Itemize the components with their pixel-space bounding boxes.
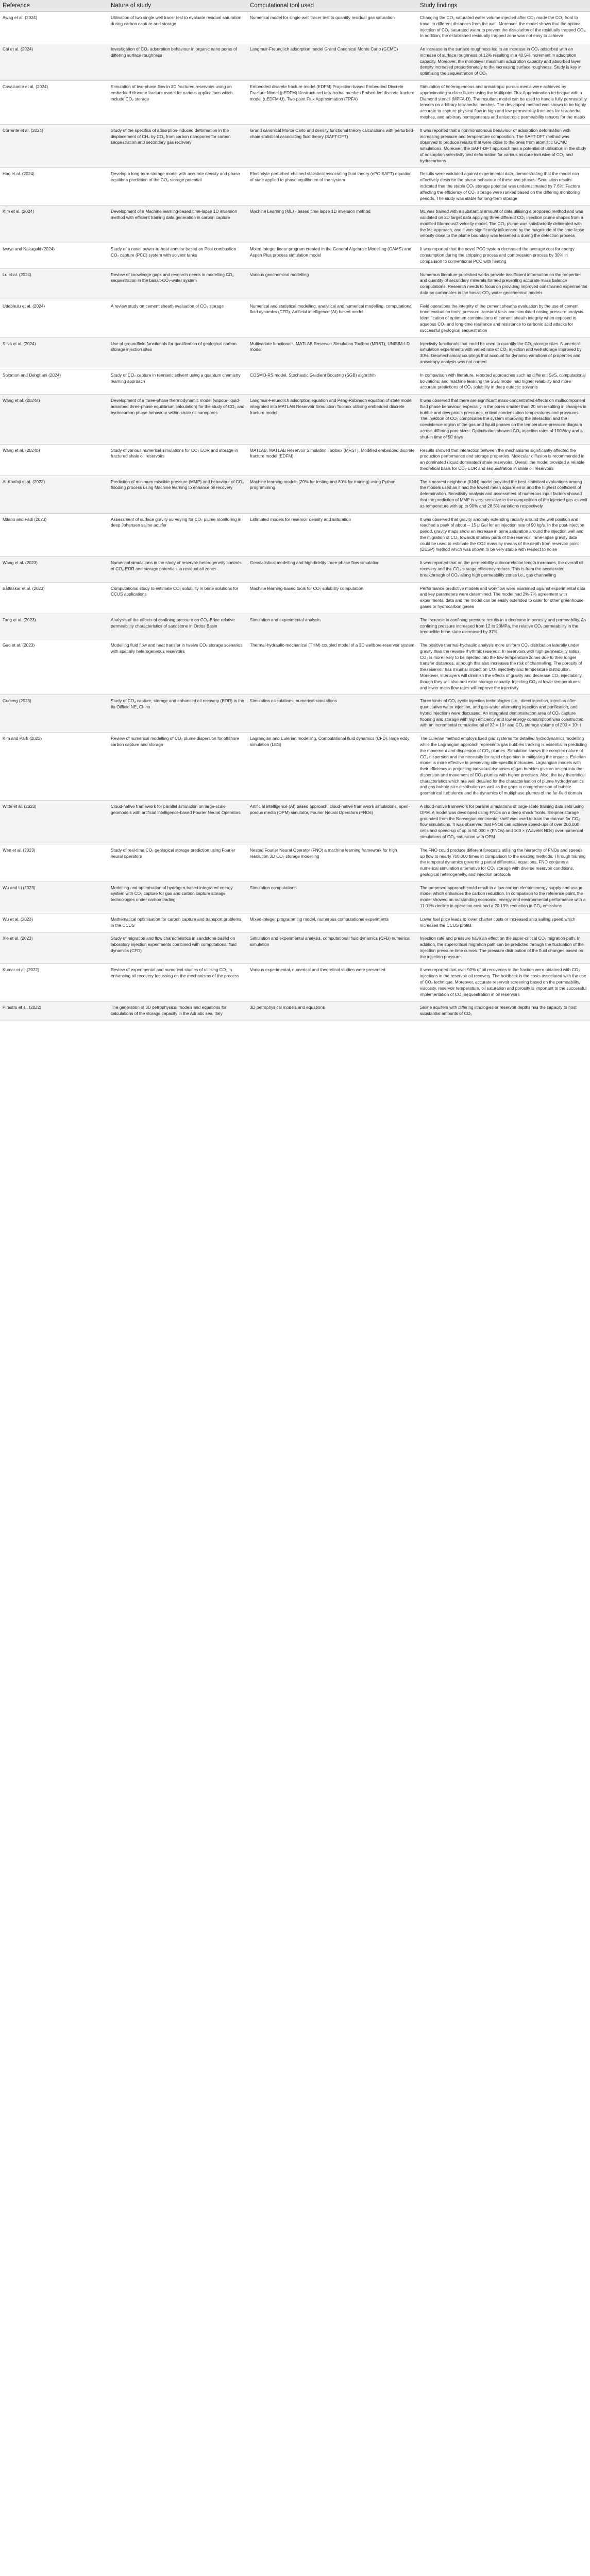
tool-cell: Langmuir-Freundlich adsorption model Grand Canonical Monte Carlo (GCMC) bbox=[247, 43, 417, 81]
table-row bbox=[0, 337, 590, 369]
reference-cell: Wu and Li (2023) bbox=[0, 882, 108, 913]
nature-cell: Modelling and optimisation of hydrogen-based integrated energy system with CO₂ capture for gas and carbon capture storage technologies under carbon trading bbox=[108, 882, 247, 913]
findings-cell: It was observed that gravity anomaly extending radially around the well position and reached a peak of about -- 15 μ Gal for an injection rate of 90 kg/s. In the post-injection period, gravity maps show an increase in brine saturation around the injection well and the migration of CO₂ towards shallow parts of the reservoir. Time-lapse gravity data could be used to estimate the CO2 mass by means of the depth from reservoir point (DESP) method which was shown to be very stable with respect to noise bbox=[417, 513, 590, 557]
column-header-tool: Computational tool used bbox=[247, 0, 417, 12]
nature-cell: Review of experimental and numerical studies of utilising CO₂ in enhancing oil recovery focussing on the mechanisms of the process bbox=[108, 964, 247, 1002]
table-row bbox=[0, 1002, 590, 1021]
literature-review-table bbox=[0, 0, 590, 1021]
tool-cell: Various geochemical modelling bbox=[247, 268, 417, 300]
table-row bbox=[0, 444, 590, 476]
findings-cell: It was observed that there are significant mass-concentrated effects on multicomponent fluid phase behaviour, especially in the pores smaller than 20 nm resulting in changes in bubble and dew points pressures, critical condensation temperatures and pressures. The injection of CO₂ complicates the system improving the interaction and the coexistence region of the gas and liquid phases on the temperature-pressure diagram across differing pore sizes. Optimisation showed CO₂ injection rates of 100t/day and a shut-in time of 50 days bbox=[417, 395, 590, 444]
table-row bbox=[0, 614, 590, 639]
nature-cell: Prediction of minimum miscible pressure (MMP) and behaviour of CO₂ flooding process using Machine learning to enhance oil recovery bbox=[108, 476, 247, 513]
nature-cell: A review study on cement sheath evaluation of CO₂ storage bbox=[108, 300, 247, 337]
table-row bbox=[0, 913, 590, 933]
findings-cell: ML was trained with a substantial amount of data utilising a proposed method and was validated on 2D target data applying three different CO₂ injection plume shapes from a modified Marmousi2 velocity model. The CO₂ plume was satisfactorily delineated with the ML approach, and it was significantly influenced by the magnitude of the time-lapse velocity close to the plume boundary was lessened a during the detection process bbox=[417, 206, 590, 243]
findings-cell: The FNO could produce different forecasts utilising the hierarchy of FNOs and speeds up flow to nearly 700,000 times in comparison to the existing methods. Through training the temporal dynamics governing partial differential equations, FNO conjures a numerical simulation alternative for CO₂ storage with diverse reservoir conditions, geological heterogeneity, and injection protocols bbox=[417, 844, 590, 882]
table-row bbox=[0, 513, 590, 557]
findings-cell: Three kinds of CO₂ cyclic injection technologies (i.e., direct injection, injection after quantitative water injection, and gas-water alternating injection and purification, and hybrid injection) were discussed. An integrated demonstration area of CO₂ capture flooding and storage with high efficiency and low energy consumption was constructed with an incremental cumulative oil of 32 × 10⁴ and CO₂ storage volume of 200 × 10⁴ t bbox=[417, 695, 590, 733]
reference-cell: Wang et al. (2024b) bbox=[0, 444, 108, 476]
table-row bbox=[0, 243, 590, 268]
findings-cell: The Eulerian method employs fixed grid systems for detailed hydrodynamics modelling while the Lagrangian approach represents gas bubbles tracking is essential in predicting the movement and dispersion of CO₂ plumes. Simulation shows the complex nature of CO₂ dispersion and the necessity for rapid dispersion in mitigating the impacts. Eulerian model is more effective in preserving site-specific intricacies. Lagrangian models with their efficiency in projecting individual dynamics of gas bubbles give an insight into the dispersion and movement of CO₂ plumes with higher precision. Also, the key theoretical characteristics which are well detailed for the characterisation of plume hydrodynamics and gas bubble size distribution as well as the gaps in comprehension of bubble geometrical turbulence and the dynamics of multiphase plumes of the far-field domain bbox=[417, 733, 590, 801]
tool-cell: Machine Learning (ML) - based time lapse 1D inversion method bbox=[247, 206, 417, 243]
table-row bbox=[0, 43, 590, 81]
tool-cell: Lagrangian and Eulerian modelling, Computational fluid dynamics (CFD), large eddy simulation (LES) bbox=[247, 733, 417, 801]
findings-cell: Field operations the integrity of the cement sheaths evaluation by the use of cement bond evaluation tools, pressure transient tests and simulated casing pressure analysis. Identification of optimum combinations of cement sheath integrity when exposed to aqueous CO₂ and long-time resilience and resistance to carbonic acid attacks for successful geological sequestration bbox=[417, 300, 590, 337]
nature-cell: Assessment of surface gravity surveying for CO₂ plume monitoring in deep Johansen saline aquifer bbox=[108, 513, 247, 557]
nature-cell: Study of CO₂ capture, storage and enhanced oil recovery (EOR) in the Ilu Oilfield NE, China bbox=[108, 695, 247, 733]
table-row bbox=[0, 582, 590, 614]
tool-cell: Nested Fourier Neural Operator (FNO) a machine learning framework for high resolution 3D CO₂ storage modelling bbox=[247, 844, 417, 882]
findings-cell: Results showed that interaction between the mechanisms significantly affected the production performance and storage properties. Molecular diffusion is recommended in an dominated (liquid dominated) shale reservoirs. Overall the model provided a reliable theoretical basis for CO₂-EOR and sequestration in shale oil reservoirs bbox=[417, 444, 590, 476]
table-header bbox=[0, 0, 590, 12]
table-row bbox=[0, 369, 590, 394]
reference-cell: Cavalcante et al. (2024) bbox=[0, 81, 108, 125]
table-row bbox=[0, 844, 590, 882]
table-row bbox=[0, 801, 590, 844]
nature-cell: Study of various numerical simulations for CO₂ EOR and storage in fractured shale oil reservoirs bbox=[108, 444, 247, 476]
reference-cell: Battaskar et al. (2023) bbox=[0, 582, 108, 614]
reference-cell: Silva et al. (2024) bbox=[0, 337, 108, 369]
tool-cell: Simulation computations bbox=[247, 882, 417, 913]
findings-cell: The positive thermal-hydraulic analysis more uniform CO₂ distribution laterally under gravity than the reverse rhythmic reservoir. In reservoirs with high permeability ratios, CO₂ is more likely to be injected into the low-temperature zones due to their longer transfer distances, although this also increases the risk of channelling. The porosity of the reservoir has minimal impact on CO₂ injectivity and temperature distribution. Moreover, interlayers will diminish the effects of gravity and decrease CO₂ injectability, though they will also add extra storage capacity. Injecting CO₂ at lower temperatures and lower mass flow rates will improve the injectivity bbox=[417, 639, 590, 695]
findings-cell: In comparison with literature, reported approaches such as different SvS, computational solvations, and machine learning the SGB model had higher reliability and more accurate predictions of CO₂ solubility in deep eutectic solvents bbox=[417, 369, 590, 394]
table-row bbox=[0, 81, 590, 125]
findings-cell: Saline aquifers with differing lithologies or reservoir depths has the capacity to host substantial amounts of CO₂ bbox=[417, 1002, 590, 1021]
tool-cell: Numerical and statistical modelling, analytical and numerical modelling, computational fluid dynamics (CFD), Artificial intelligence (AI) based model bbox=[247, 300, 417, 337]
tool-cell: Numerical model for single-well tracer test to quantify residual gas saturation bbox=[247, 12, 417, 43]
tool-cell: Simulation and experimental analysis bbox=[247, 614, 417, 639]
nature-cell: Mathematical optimisation for carbon capture and transport problems in the CCUS bbox=[108, 913, 247, 933]
findings-cell: It was reported that the novel PCC system decreased the average cost for energy consumption during the stripping process and compression process by 30% in comparison to conventional PCC with heating bbox=[417, 243, 590, 268]
findings-cell: Injectivity functionals that could be used to quantify the CO₂ storage sites. Numerical simulation experiments with varied rate of CO₂ injection and well storage improved by 30%. Geomechanical couplings that account for dynamic variations of properties and anisotropy analysis was not carried bbox=[417, 337, 590, 369]
table-row bbox=[0, 206, 590, 243]
table-row bbox=[0, 268, 590, 300]
nature-cell: Computational study to estimate CO₂ solubility in brine solutions for CCUS applications bbox=[108, 582, 247, 614]
column-header-reference: Reference bbox=[0, 0, 108, 12]
reference-cell: Kumar et al. (2022) bbox=[0, 964, 108, 1002]
findings-cell: It was reported that an the permeability autocorrelation length increases, the overall oil recovery and the CO₂ storage efficiency reduce. This is from the accelerated breakthrough of CO₂ along high permeability zones i.e., gas channelling bbox=[417, 557, 590, 582]
reference-cell: Gudeng (2023) bbox=[0, 695, 108, 733]
table-row bbox=[0, 124, 590, 168]
tool-cell: Mixed-integer programming model, numerous computational experiments bbox=[247, 913, 417, 933]
reference-cell: Solomon and Dehghani (2024) bbox=[0, 369, 108, 394]
table-row bbox=[0, 733, 590, 801]
reference-cell: Witte et al. (2023) bbox=[0, 801, 108, 844]
tool-cell: 3D petrophysical models and equations bbox=[247, 1002, 417, 1021]
reference-cell: Corrente et al. (2024) bbox=[0, 124, 108, 168]
table-row bbox=[0, 639, 590, 695]
tool-cell: Estimated models for reservoir density and saturation bbox=[247, 513, 417, 557]
reference-cell: Al-Khafaji et al. (2023) bbox=[0, 476, 108, 513]
reference-cell: Awag et al. (2024) bbox=[0, 12, 108, 43]
nature-cell: Review of numerical modelling of CO₂ plume dispersion for offshore carbon capture and storage bbox=[108, 733, 247, 801]
nature-cell: Utilisation of two single well tracer test to evaluate residual saturation during carbon capture and storage bbox=[108, 12, 247, 43]
tool-cell: Simulation calculations, numerical simulations bbox=[247, 695, 417, 733]
nature-cell: Study of the specifics of adsorption-induced deformation in the displacement of CH₄ by CO₂ from carbon nanopores for carbon sequestration and secondary gas recovery bbox=[108, 124, 247, 168]
tool-cell: Machine learning models (20% for testing and 80% for training) using Python programming bbox=[247, 476, 417, 513]
tool-cell: Mixed-integer linear program created in the General Algebraic Modelling (GAMS) and Aspen Plus process simulation model bbox=[247, 243, 417, 268]
reference-cell: Wen et al. (2023) bbox=[0, 844, 108, 882]
reference-cell: Hao et al. (2024) bbox=[0, 168, 108, 206]
nature-cell: The generation of 3D petrophysical models and equations for calculations of the storage capacity in the Adriatic sea, Italy bbox=[108, 1002, 247, 1021]
reference-cell: Lu et al. (2024) bbox=[0, 268, 108, 300]
nature-cell: Cloud-native framework for parallel simulation on large-scale geomodels with artificial intelligence-based Fourier Neural Operators bbox=[108, 801, 247, 844]
findings-cell: The increase in confining pressure results in a decrease in porosity and permeability. As confining pressure increased from 12 to 20MPa, the relative CO₂ permeability in the irreducible brine state decreased by 37% bbox=[417, 614, 590, 639]
table-row bbox=[0, 882, 590, 913]
table-row bbox=[0, 557, 590, 582]
tool-cell: Artificial intelligence (AI) based approach, cloud-native framework simulations, open-porous media (OPM) simulator, Fourier Neural Operators (FNOs) bbox=[247, 801, 417, 844]
findings-cell: Injection rate and pressure have an effect on the super-critical CO₂ migration path. In addition, the supercritical migration path can be predicted through the fluctuation of the injection pressure-time curves. The pressure distribution of the fluid changes based on the injection pressure bbox=[417, 933, 590, 964]
table-row bbox=[0, 168, 590, 206]
tool-cell: Geostatistical modelling and high-fidelity three-phase flow simulation bbox=[247, 557, 417, 582]
findings-cell: Simulation of heterogeneous and anisotropic porous media were achieved by approximating surface fluxes using the Multipoint Flux Approximation technique with a Diamond stencil (MPFA-D). The resultant model can be used to handle fully permeability tensors on arbitrary tetrahedral meshes. The developed method was shown to be highly accurate to capture physical flow in high and low permeability fractures for tetrahedral meshes, and arbitrary homogeneous and anisotropic permeability tensors for the matrix bbox=[417, 81, 590, 125]
nature-cell: Simulation of two-phase flow in 3D fractured reservoirs using an embedded discrete fracture model for various applications which include CO₂ storage bbox=[108, 81, 247, 125]
reference-cell: Wu et al. (2023) bbox=[0, 913, 108, 933]
header-row bbox=[0, 0, 590, 12]
tool-cell: Machine learning-based tools for CO₂ solubility computation bbox=[247, 582, 417, 614]
table-body bbox=[0, 12, 590, 1021]
findings-cell: Numerous literature published works provide insufficient information on the properties and quantity of secondary minerals formed preventing accurate mass balance computations. Research needs to focus on providing improved constrained experimental data on carbonates in the basalt-CO₂-water geochemical models bbox=[417, 268, 590, 300]
findings-cell: An increase in the surface roughness led to an increase in CO₂ adsorbed with an increase of surface roughness of 12% resulting in a 40.5% increment in adsorption capacity. Moreover, the monolayer maximum adsorption capacity and absorbed layer density increased proportionately to the increasing surface roughness. Study is key in optimising the sequestration of CO₂ bbox=[417, 43, 590, 81]
table-row bbox=[0, 395, 590, 444]
nature-cell: Numerical simulations in the study of reservoir heterogeneity controls of CO₂-EOR and storage potentials in residual oil zones bbox=[108, 557, 247, 582]
table-row bbox=[0, 695, 590, 733]
reference-cell: Milano and Fadi (2023) bbox=[0, 513, 108, 557]
tool-cell: MATLAB, MATLAB Reservoir Simulation Toolbox (MRST), Modified embedded discrete fracture model (EDFM) bbox=[247, 444, 417, 476]
findings-cell: Lower fuel price leads to lower charter costs or increased ship sailing speed which increases the CCUS profits bbox=[417, 913, 590, 933]
tool-cell: Embedded discrete fracture model (EDFM) Projection-based Embedded Discrete Fracture Model (pEDFM) Unstructured tetrahedral meshes Embedded discrete fracture model (uEDFM-U), Two-point Flux Approximation (TPFA) bbox=[247, 81, 417, 125]
reference-cell: Wang et al. (2024a) bbox=[0, 395, 108, 444]
tool-cell: Simulation and experimental analysis, computational fluid dynamics (CFD) numerical simulation bbox=[247, 933, 417, 964]
reference-cell: Gao et al. (2023) bbox=[0, 639, 108, 695]
findings-cell: Results were validated against experimental data, demonstrating that the model can effectively describe the phase behaviour of these two phases. Simulation results indicated that the stable CO₂ storage potential was underestimated by 7.6%. Factors affecting the efficiency of CO₂ storage were ranked based on the differing monitoring periods. The study was stable for long-term storage bbox=[417, 168, 590, 206]
nature-cell: Analysis of the effects of confining pressure on CO₂-Brine relative permeability characteristics of sandstone in Ordos Basin bbox=[108, 614, 247, 639]
findings-cell: The k nearest neighbour (KNN) model provided the best statistical evaluations among the models used as it had the lowest mean square error and the highest coefficient of determination. Sensitivity analysis and assessment of numerous input factors showed that the prediction of MMP is very sensitive to the composition of the injected gas as well as temperature with up to 90% and 28.5% variations respectively bbox=[417, 476, 590, 513]
reference-cell: Pirastru et al. (2022) bbox=[0, 1002, 108, 1021]
nature-cell: Use of groundfield functionals for qualification of geological carbon storage injection sites bbox=[108, 337, 247, 369]
reference-cell: Tang et al. (2023) bbox=[0, 614, 108, 639]
table-row bbox=[0, 964, 590, 1002]
reference-cell: Udebhulu et al. (2024) bbox=[0, 300, 108, 337]
tool-cell: Langmuir-Freundlich adsorption equation and Peng-Robinson equation of state model integrated into MATLAB Reservoir Simulation Toolbox utilising embedded discrete fracture model bbox=[247, 395, 417, 444]
findings-cell: The proposed approach could result in a low-carbon electric energy supply and usage mode, which enhances the carbon reduction. In comparison to the reference point, the model showed an outstanding economic, energy and environmental performance with a 11.01% decline in operation cost and a 20.19% reduction in CO₂ emissions bbox=[417, 882, 590, 913]
tool-cell: Various experimental, numerical and theoretical studies were presented bbox=[247, 964, 417, 1002]
nature-cell: Investigation of CO₂ adsorption behaviour in organic nano pores of differing surface roughness bbox=[108, 43, 247, 81]
tool-cell: Electrolyte perturbed-chained statistical associating fluid theory (ePC-SAFT) equation of state applied to phase equilibrium of the system bbox=[247, 168, 417, 206]
nature-cell: Study of a novel power-to-heat annular based on Post combustion CO₂ capture (PCC) system with solvent tanks bbox=[108, 243, 247, 268]
findings-cell: It was reported that over 90% of oil recoveries in the fraction were obtained with CO₂ injections in the reservoir oil recovery. The holdback is the costs associated with the use of CO₂ technique. Moreover, accurate reservoir screening based on the permeability, viscosity, reservoir temperature, oil saturation and porosity is important to the successful implementation of CO₂ sequestration in oil reservoirs bbox=[417, 964, 590, 1002]
findings-cell: It was reported that a nonmonotonous behaviour of adsorption deformation with increasing pressure and temperature composition. The SAFT-DFT method was observed to produce results that were close to the ones from atomistic GCMC simulations. Moreover, the SAFT-DFT approach has a potential of utilisation in the study of adsorption selectivity and deformation for various mixture inclusive of CO₂ and hydrocarbons bbox=[417, 124, 590, 168]
nature-cell: Study of migration and flow characteristics in sandstone based on laboratory injection experiments combined with computational fluid dynamics (CFD) bbox=[108, 933, 247, 964]
reference-cell: Kim et al. (2024) bbox=[0, 206, 108, 243]
nature-cell: Study of CO₂ capture in reenteric solvent using a quantum chemistry learning approach bbox=[108, 369, 247, 394]
table-row bbox=[0, 476, 590, 513]
tool-cell: Thermal-hydraulic-mechanical (THM) coupled model of a 3D wellbore-reservoir system bbox=[247, 639, 417, 695]
table-row bbox=[0, 933, 590, 964]
findings-cell: Performance predictive models and workflow were examined against experimental data and key parameters were determined. The model had 2%-7% agreement with experimental data and the model can be easily extended to cater for other greenhouse gases or hydrocarbon gases bbox=[417, 582, 590, 614]
table-row bbox=[0, 300, 590, 337]
table-row bbox=[0, 12, 590, 43]
column-header-nature: Nature of study bbox=[108, 0, 247, 12]
nature-cell: Study of real-time CO₂ geological storage prediction using Fourier neural operators bbox=[108, 844, 247, 882]
tool-cell: COSMO-RS model, Stochastic Gradient Boosting (SGB) algorithm bbox=[247, 369, 417, 394]
findings-cell: Changing the CO₂ saturated water volume injected after CO₂ made the CO₂ front to travel to different distances from the well. Moreover, the model shows that the optimal injection of CO₂ saturated water to prevent the dissolution of the residually trapped CO₂. In addition, the established residually trapped zone was not easy to achieve bbox=[417, 12, 590, 43]
reference-cell: Kim and Park (2023) bbox=[0, 733, 108, 801]
nature-cell: Develop a long-term storage model with accurate density and phase equilibria prediction of the CO₂ storage potential bbox=[108, 168, 247, 206]
nature-cell: Review of knowledge gaps and research needs in modelling CO₂ sequestration in the basalt-CO₂-water system bbox=[108, 268, 247, 300]
tool-cell: Multivariate functionals, MATLAB Reservoir Simulation Toolbox (MRST), UNISIM-I-D model bbox=[247, 337, 417, 369]
findings-cell: A cloud-native framework for parallel simulations of large-scale training data sets using OPM. A model was developed using FNOs on a deep shock fronts. Sleipner storage grounded from the Norwegian continental shelf was used to train the dataset for CO₂ flow simulations. It was observed that FNOs can achieve speed-ups of over 200,000 cells and speed-up of up to 50,000 × (FNOs) and 100 × (Wavelet NOs) over numerical simulations of CO₂ saturation with OPM bbox=[417, 801, 590, 844]
column-header-findings: Study findings bbox=[417, 0, 590, 12]
reference-cell: Iwaya and Nakagaki (2024) bbox=[0, 243, 108, 268]
nature-cell: Modelling fluid flow and heat transfer in twelve CO₂ storage scenarios with spatially heterogeneous reservoirs bbox=[108, 639, 247, 695]
reference-cell: Wang et al. (2023) bbox=[0, 557, 108, 582]
reference-cell: Cai et al. (2024) bbox=[0, 43, 108, 81]
tool-cell: Grand canonical Monte Carlo and density functional theory calculations with perturbed-chain statistical associating fluid theory (SAFT-DFT) bbox=[247, 124, 417, 168]
nature-cell: Development of a Machine learning-based time-lapse 1D inversion method with efficient training data generation in carbon capture bbox=[108, 206, 247, 243]
reference-cell: Xie et al. (2023) bbox=[0, 933, 108, 964]
nature-cell: Development of a three-phase thermodynamic model (vapour-liquid-adsorbed three-phase equilibrium calculation) for the study of CO₂ and hydrocarbon phase behaviour within shale oil nanopores bbox=[108, 395, 247, 444]
